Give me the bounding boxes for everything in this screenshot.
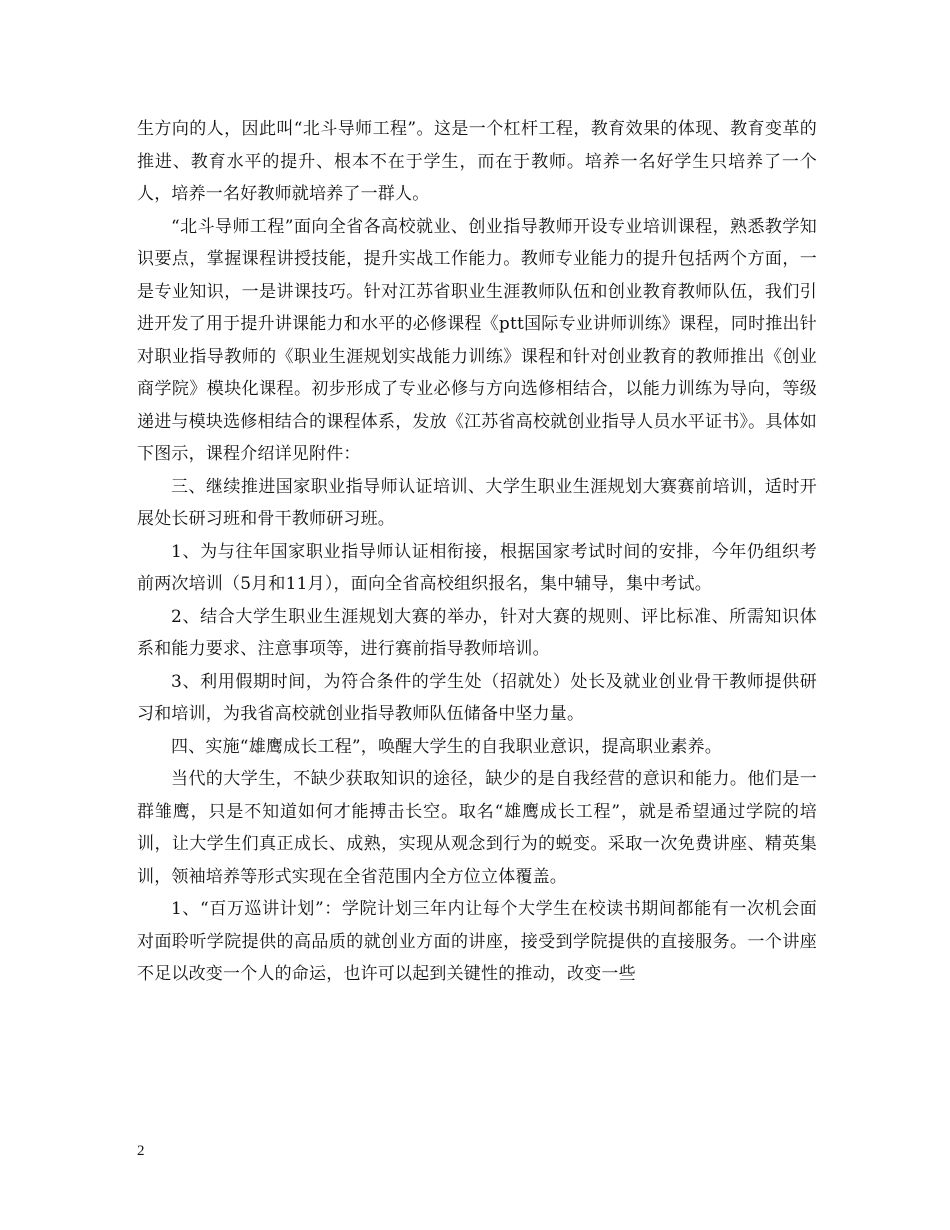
paragraph-continuation: 生方向的人，因此叫“北斗导师工程”。这是一个杠杆工程，教育效果的体现、教育变革的推进、教育水平的提升、根本不在于学生，而在于教师。培养一名好学生只培养了一个人，培养一名好教师就培养了一群人。 <box>137 119 817 204</box>
paragraph-item-1: 1、为与往年国家职业指导师认证相衔接，根据国家考试时间的安排，今年仍组织考前两次培训（5月和11月），面向全省高校组织报名，集中辅导，集中考试。 <box>137 541 817 594</box>
paragraph-item-2: 2、结合大学生职业生涯规划大赛的举办，针对大赛的规则、评比标准、所需知识体系和能力要求、注意事项等，进行赛前指导教师培训。 <box>137 606 817 659</box>
paragraph-eagle-program: 当代的大学生，不缺少获取知识的途径，缺少的是自我经营的意识和能力。他们是一群雏鹰，只是不知道如何才能搏击长空。取名“雄鹰成长工程”，就是希望通过学院的培训，让大学生们真正成长、成熟，实现从观念到行为的蜕变。采取一次免费讲座、精英集训，领袖培养等形式实现在全省范围内全方位立体覆盖。 <box>137 769 817 887</box>
paragraph-section-three: 三、继续推进国家职业指导师认证培训、大学生职业生涯规划大赛赛前培训，适时开展处长研习班和骨干教师研习班。 <box>137 476 817 529</box>
document-body <box>137 113 817 991</box>
paragraph-section-four: 四、实施“雄鹰成长工程”，唤醒大学生的自我职业意识，提高职业素养。 <box>171 736 722 757</box>
paragraph-lecture-plan: 1、“百万巡讲计划”：学院计划三年内让每个大学生在校读书期间都能有一次机会面对面聆听学院提供的高品质的就创业方面的讲座，接受到学院提供的直接服务。一个讲座不足以改变一个人的命运，也许可以起到关键性的推动，改变一些 <box>137 899 817 984</box>
page-number: 2 <box>137 1143 145 1159</box>
paragraph-item-3: 3、利用假期时间，为符合条件的学生处（招就处）处长及就业创业骨干教师提供研习和培训，为我省高校就创业指导教师队伍储备中坚力量。 <box>137 671 817 724</box>
paragraph-beidou-program: “北斗导师工程”面向全省各高校就业、创业指导教师开设专业培训课程，熟悉教学知识要点，掌握课程讲授技能，提升实战工作能力。教师专业能力的提升包括两个方面，一是专业知识，一是讲课技巧。针对江苏省职业生涯教师队伍和创业教育教师队伍，我们引进开发了用于提升讲课能力和水平的必修课程《ptt国际专业讲师训练》课程，同时推出针对职业指导教师的《职业生涯规划实战能力训练》课程和针对创业教育的教师推出《创业商学院》模块化课程。初步形成了专业必修与方向选修相结合，以能力训练为导向，等级递进与模块选修相结合的课程体系，发放《江苏省高校就创业指导人员水平证书》。具体如下图示，课程介绍详见附件： <box>137 216 817 464</box>
